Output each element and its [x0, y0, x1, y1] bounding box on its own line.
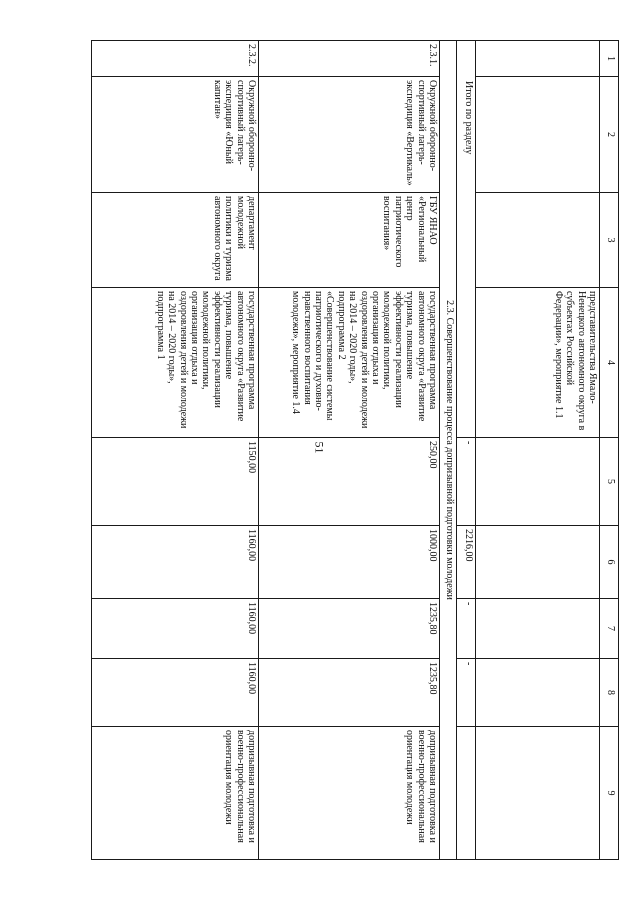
- table-row-continuation: [476, 41, 600, 860]
- cell: [476, 599, 600, 659]
- amount-cell: 1235,80: [259, 659, 440, 727]
- program-cell: государственная программа автономного округа «Развитие туризма, повышение эффективности реализации молодежной политики, организация отдыха и оздоровления детей и молодежи на 2014 – 2020 годы», подпрограмма 2 «Совершенствование системы патриотического и духовно-нравственного воспитания молодежи», мероприятие 1.4: [259, 288, 440, 438]
- measure-name: Окружной оборонно-спортивный лагерь-экспедиция «Юный капитан»: [92, 77, 259, 193]
- amount-cell: 1000,00: [259, 526, 440, 599]
- result-cell: допризывная подготовка и военно-профессиональная ориентация молодежи: [92, 727, 259, 860]
- row-number: 2.3.2.: [92, 41, 259, 77]
- amount-cell: 250,00: [259, 438, 440, 526]
- executor: ГБУ ЯНАО «Региональный центр патриотического воспитания»: [259, 193, 440, 288]
- table-row: [259, 41, 440, 860]
- measure-name: Окружной оборонно-спортивный лагерь-экспедиция «Вертикаль»: [259, 77, 440, 193]
- cell: [476, 193, 600, 288]
- cell: [457, 727, 476, 860]
- measures-table: [91, 40, 619, 860]
- column-header: 6: [600, 526, 619, 599]
- program-cell: представительства Ямало-Ненецкого автономного округа в субъектах Российской Федерации», мероприятие 1.1: [476, 288, 600, 438]
- column-header: 9: [600, 727, 619, 860]
- cell: [476, 77, 600, 193]
- total-value: -: [457, 659, 476, 727]
- program-cell: государственная программа автономного округа «Развитие туризма, повышение эффективности реализации молодежной политики, организация отдыха и оздоровления детей и молодежи на 2014 – 2020 годы», подпрограмма 1: [92, 288, 259, 438]
- column-header: 5: [600, 438, 619, 526]
- cell: [476, 727, 600, 860]
- total-value: 2216,00: [457, 526, 476, 599]
- amount-cell: 1160,00: [92, 599, 259, 659]
- column-header: 4: [600, 288, 619, 438]
- total-label: Итого по разделу: [457, 41, 476, 438]
- amount-cell: 1150,00: [92, 438, 259, 526]
- cell: [476, 526, 600, 599]
- amount-cell: 1160,00: [92, 526, 259, 599]
- column-header: 8: [600, 659, 619, 727]
- cell: [476, 438, 600, 526]
- column-header: 2: [600, 77, 619, 193]
- cell: [476, 41, 600, 77]
- rotated-page-content: [89, 40, 619, 859]
- column-header: 7: [600, 599, 619, 659]
- table-row-total: [457, 41, 476, 860]
- total-value: -: [457, 438, 476, 526]
- table-row: [92, 41, 259, 860]
- page-number: 51: [312, 441, 327, 454]
- section-heading-row: [440, 41, 457, 860]
- column-number-row: [600, 41, 619, 860]
- column-header: 1: [600, 41, 619, 77]
- column-header: 3: [600, 193, 619, 288]
- amount-cell: 1160,00: [92, 659, 259, 727]
- cell: [476, 659, 600, 727]
- total-value: -: [457, 599, 476, 659]
- amount-cell: 1235,80: [259, 599, 440, 659]
- result-cell: допризывная подготовка и военно-профессиональная ориентация молодежи: [259, 727, 440, 860]
- executor: департамент молодежной политики и туризма автономного округа: [92, 193, 259, 288]
- row-number: 2.3.1.: [259, 41, 440, 77]
- section-title: 2.3. Совершенствование процесса допризывной подготовки молодежи: [440, 41, 457, 860]
